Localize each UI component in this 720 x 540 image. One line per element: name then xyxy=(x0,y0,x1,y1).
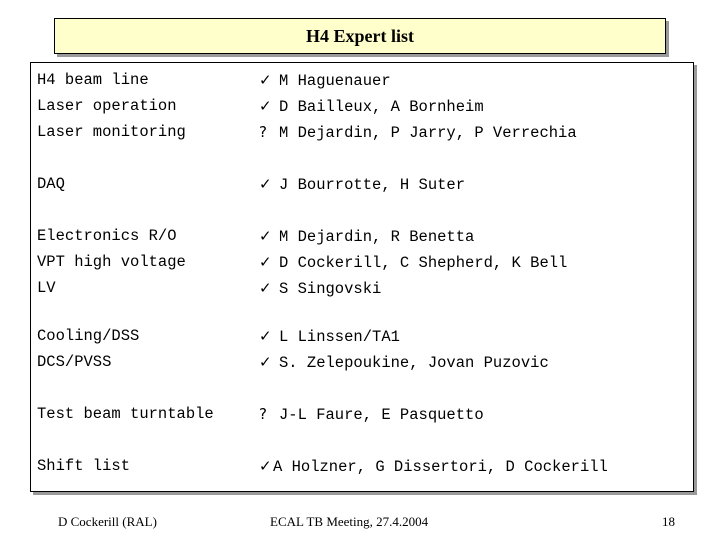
expert-entry xyxy=(259,171,465,197)
expert-entry xyxy=(259,275,567,301)
expert-entry xyxy=(259,453,608,479)
slide-title: H4 Expert list xyxy=(306,25,414,46)
expert-entry xyxy=(259,323,549,349)
expert-entry xyxy=(259,67,577,93)
group-label: LV xyxy=(37,279,56,297)
footer-page-number: 18 xyxy=(662,514,675,529)
checkmark-icon: ✓ xyxy=(259,227,272,245)
checkmark-icon: ✓ xyxy=(259,457,272,475)
expert-entry xyxy=(259,249,567,275)
expert-names: J-L Faure, E Pasquetto xyxy=(279,406,484,424)
group-label: Laser operation xyxy=(37,97,177,115)
checkmark-icon: ✓ xyxy=(259,353,272,371)
group-label: Electronics R/O xyxy=(37,227,177,245)
expert-names: S. Zelepoukine, Jovan Puzovic xyxy=(279,354,549,372)
group-label: H4 beam line xyxy=(37,71,149,89)
checkmark-icon: ✓ xyxy=(259,253,272,271)
expert-names: M Haguenauer xyxy=(279,72,391,90)
checkmark-icon: ✓ xyxy=(259,279,272,297)
expert-names: S Singovski xyxy=(279,280,382,298)
checkmark-icon: ✓ xyxy=(259,71,272,89)
expert-entry xyxy=(259,223,567,249)
expert-entry xyxy=(259,93,577,119)
group-label: Shift list xyxy=(37,457,131,475)
group-label: Laser monitoring xyxy=(37,123,186,141)
group-label: DCS/PVSS xyxy=(37,353,112,371)
group-label: Cooling/DSS xyxy=(37,327,140,345)
expert-names: M Dejardin, R Benetta xyxy=(279,228,475,246)
expert-entry xyxy=(259,349,549,375)
question-mark-icon: ? xyxy=(259,405,267,423)
group-label: DAQ xyxy=(37,175,65,193)
expert-names: M Dejardin, P Jarry, P Verrechia xyxy=(279,124,577,142)
expert-names: D Cockerill, C Shepherd, K Bell xyxy=(279,254,568,272)
checkmark-icon: ✓ xyxy=(259,97,272,115)
footer-meeting: ECAL TB Meeting, 27.4.2004 xyxy=(270,514,429,529)
expert-names: L Linssen/TA1 xyxy=(279,328,400,346)
expert-entry xyxy=(259,119,577,145)
expert-names: D Bailleux, A Bornheim xyxy=(279,98,484,116)
expert-names: J Bourrotte, H Suter xyxy=(279,176,466,194)
checkmark-icon: ✓ xyxy=(259,327,272,345)
slide-title-box xyxy=(54,18,666,54)
checkmark-icon: ✓ xyxy=(259,175,272,193)
expert-entry xyxy=(259,401,484,427)
group-label: VPT high voltage xyxy=(37,253,186,271)
expert-names: A Holzner, G Dissertori, D Cockerill xyxy=(273,458,608,476)
question-mark-icon: ? xyxy=(259,123,267,141)
footer-author: D Cockerill (RAL) xyxy=(58,514,157,529)
expert-list-box xyxy=(30,62,694,492)
group-label: Test beam turntable xyxy=(37,405,214,423)
